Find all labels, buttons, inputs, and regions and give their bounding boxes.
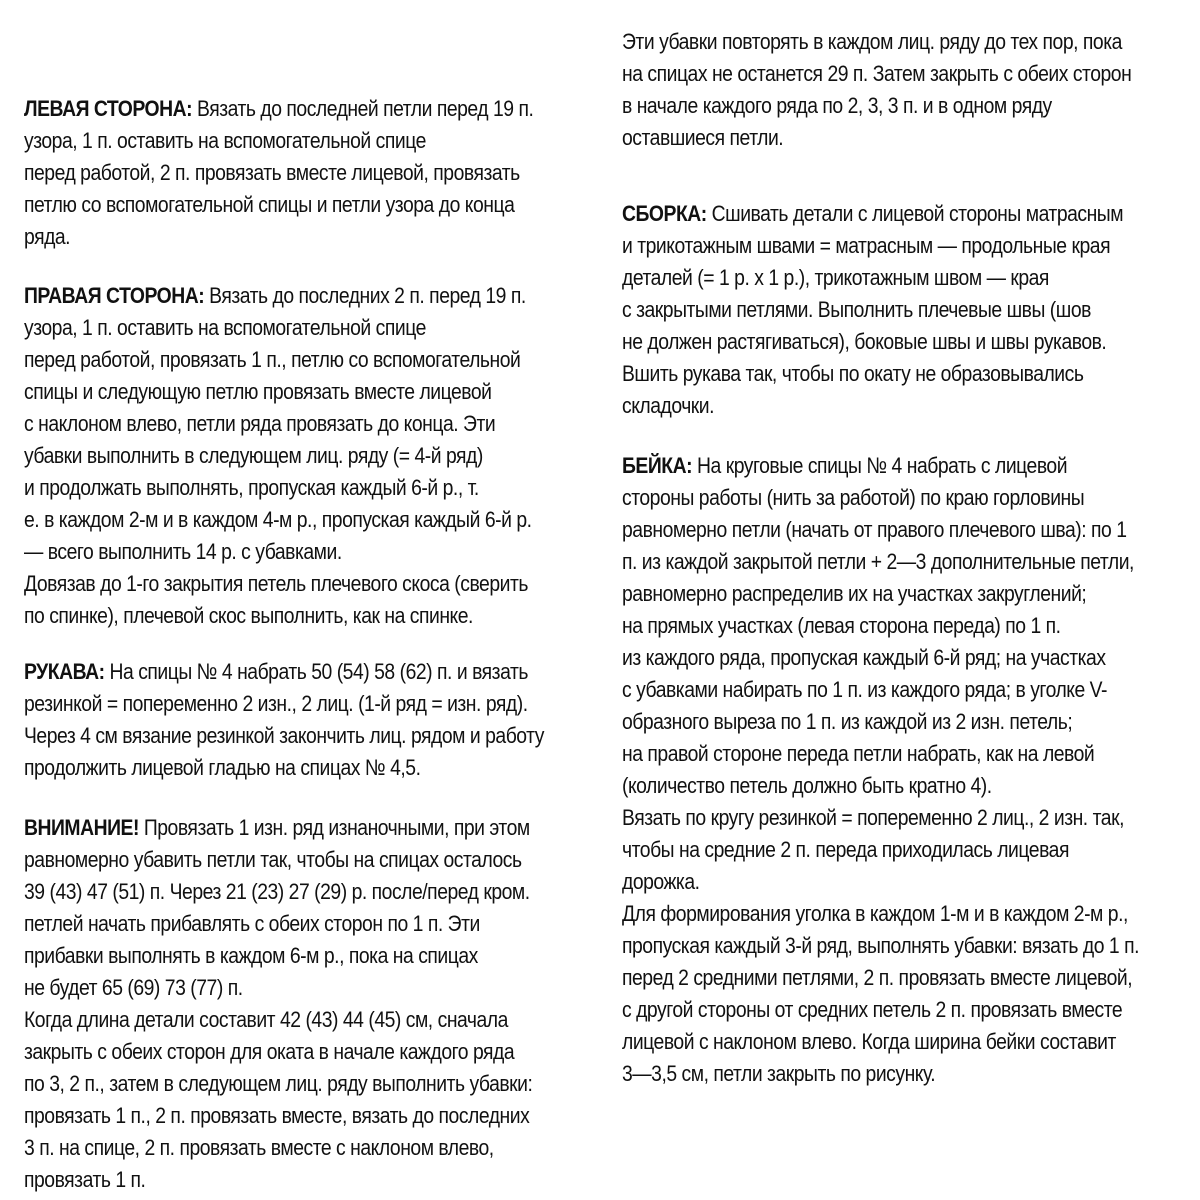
text-line: продолжить лицевой гладью на спицах № 4,5. (24, 755, 421, 780)
text-line: пропуская каждый 3-й ряд, выполнять убавки: вязать до 1 п. (622, 933, 1139, 958)
text-line: не будет 65 (69) 73 (77) п. (24, 975, 243, 1000)
text-line: в начале каждого ряда по 2, 3, 3 п. и в одном ряду (622, 93, 1052, 118)
text-line: по спинке), плечевой скос выполнить, как на спинке. (24, 603, 473, 628)
text-line: перед 2 средними петлями, 2 п. провязать вместе лицевой, (622, 965, 1133, 990)
text-line: Вшить рукава так, чтобы по окату не образовывались (622, 361, 1084, 386)
text-line: с другой стороны от средних петель 2 п. провязать вместе (622, 997, 1123, 1022)
text-line: убавки выполнить в следующем лиц. ряду (= 4-й ряд) (24, 443, 483, 468)
text-line: образного выреза по 1 п. из каждой из 2 изн. петель; (622, 709, 1073, 734)
text-line: 3—3,5 см, петли закрыть по рисунку. (622, 1061, 936, 1086)
section-heading-attention: ВНИМАНИЕ! (24, 815, 139, 840)
text-line: и трикотажным швами = матрасным — продольные края (622, 233, 1111, 258)
text-line: ВНИМАНИЕ! Провязать 1 изн. ряд изнаночными, при этом (24, 815, 530, 840)
text-line: петлю со вспомогательной спицы и петли узора до конца (24, 192, 515, 217)
text-line: деталей (= 1 р. х 1 р.), трикотажным швом — края (622, 265, 1049, 290)
text-line: Вязать по кругу резинкой = попеременно 2 лиц., 2 изн. так, (622, 805, 1124, 830)
text-line: Для формирования уголка в каждом 1-м и в каждом 2-м р., (622, 901, 1128, 926)
text-line: на прямых участках (левая сторона переда) по 1 п. (622, 613, 1061, 638)
text-line: не должен растягиваться), боковые швы и швы рукавов. (622, 329, 1107, 354)
text-line: из каждого ряда, пропуская каждый 6-й ряд; на участках (622, 645, 1106, 670)
text-line: 3 п. на спице, 2 п. провязать вместе с наклоном влево, (24, 1135, 494, 1160)
text-line: и продолжать выполнять, пропуская каждый 6-й р., т. (24, 475, 479, 500)
text-line: (количество петель должно быть кратно 4). (622, 773, 992, 798)
text-line: лицевой с наклоном влево. Когда ширина бейки составит (622, 1029, 1116, 1054)
section-heading-right-side: ПРАВАЯ СТОРОНА: (24, 283, 205, 308)
text-line: складочки. (622, 393, 715, 418)
text-line: равномерно распределив их на участках закруглений; (622, 581, 1087, 606)
text-line: Довязав до 1-го закрытия петель плечевого скоса (сверить (24, 571, 528, 596)
text-line: СБОРКА: Сшивать детали с лицевой стороны матрасным (622, 201, 1124, 226)
text-line: на правой стороне переда петли набрать, как на левой (622, 741, 1095, 766)
text-line: провязать 1 п. (24, 1167, 146, 1192)
section-heading-sleeves: РУКАВА: (24, 659, 105, 684)
text-line: с убавками набирать по 1 п. из каждого ряда; в уголке V- (622, 677, 1108, 702)
text-line: оставшиеся петли. (622, 125, 784, 150)
text-line: провязать 1 п., 2 п. провязать вместе, вязать до последних (24, 1103, 530, 1128)
text-line: п. из каждой закрытой петли + 2—3 дополнительные петли, (622, 549, 1134, 574)
text-line: Когда длина детали составит 42 (43) 44 (45) см, сначала (24, 1007, 508, 1032)
section-heading-neckband: БЕЙКА: (622, 453, 693, 478)
text-line: 39 (43) 47 (51) п. Через 21 (23) 27 (29) р. после/перед кром. (24, 879, 530, 904)
text-line: чтобы на средние 2 п. переда приходилась лицевая (622, 837, 1069, 862)
text-line: перед работой, провязать 1 п., петлю со вспомогательной (24, 347, 521, 372)
text-line: равномерно убавить петли так, чтобы на спицах осталось (24, 847, 522, 872)
text-line: стороны работы (нить за работой) по краю горловины (622, 485, 1085, 510)
text-line: Эти убавки повторять в каждом лиц. ряду до тех пор, пока (622, 29, 1122, 54)
text-line: спицы и следующую петлю провязать вместе лицевой (24, 379, 492, 404)
text-line: закрыть с обеих сторон для оката в начале каждого ряда (24, 1039, 515, 1064)
text-line: с наклоном влево, петли ряда провязать до конца. Эти (24, 411, 496, 436)
text-line: по 3, 2 п., затем в следующем лиц. ряду выполнить убавки: (24, 1071, 533, 1096)
text-line: узора, 1 п. оставить на вспомогательной спице (24, 315, 426, 340)
text-line: перед работой, 2 п. провязать вместе лицевой, провязать (24, 160, 520, 185)
text-line: Через 4 см вязание резинкой закончить лиц. рядом и работу (24, 723, 544, 748)
text-line: резинкой = попеременно 2 изн., 2 лиц. (1-й ряд = изн. ряд). (24, 691, 528, 716)
section-heading-assembly: СБОРКА: (622, 201, 707, 226)
text-line: узора, 1 п. оставить на вспомогательной спице (24, 128, 426, 153)
text-line: ПРАВАЯ СТОРОНА: Вязать до последних 2 п. перед 19 п. (24, 283, 526, 308)
text-line: РУКАВА: На спицы № 4 набрать 50 (54) 58 (62) п. и вязать (24, 659, 528, 684)
text-line: ЛЕВАЯ СТОРОНА: Вязать до последней петли перед 19 п. (24, 96, 534, 121)
text-line: — всего выполнить 14 р. с убавками. (24, 539, 342, 564)
text-line: петлей начать прибавлять с обеих сторон по 1 п. Эти (24, 911, 480, 936)
text-line: БЕЙКА: На круговые спицы № 4 набрать с лицевой (622, 453, 1068, 478)
text-line: с закрытыми петлями. Выполнить плечевые швы (шов (622, 297, 1091, 322)
text-line: на спицах не останется 29 п. Затем закрыть с обеих сторон (622, 61, 1132, 86)
text-line: прибавки выполнять в каждом 6-м р., пока на спицах (24, 943, 478, 968)
text-line: е. в каждом 2-м и в каждом 4-м р., пропуская каждый 6-й р. (24, 507, 532, 532)
section-heading-left-side: ЛЕВАЯ СТОРОНА: (24, 96, 193, 121)
text-line: ряда. (24, 224, 71, 249)
text-line: равномерно петли (начать от правого плечевого шва): по 1 (622, 517, 1127, 542)
text-line: дорожка. (622, 869, 700, 894)
